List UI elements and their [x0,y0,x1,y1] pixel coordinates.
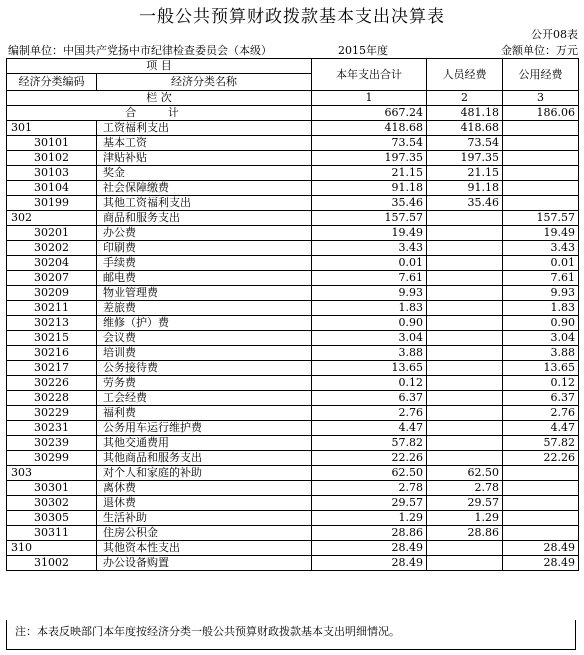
amount-total: 19.49 [312,226,427,241]
table-row [7,376,579,391]
amount-personnel: 28.86 [427,526,503,541]
amount-public [503,496,579,511]
econ-name: 基本工资 [97,136,312,151]
amount-public [503,511,579,526]
code-col-header: 经济分类编码 [7,74,97,91]
amount-public: 22.26 [503,451,579,466]
econ-name: 印刷费 [97,241,312,256]
econ-code: 30213 [7,316,97,331]
amount-total: 13.65 [312,361,427,376]
amount-personnel [427,331,503,346]
econ-code: 30202 [7,241,97,256]
amount-personnel [427,271,503,286]
econ-name: 公务用车运行维护费 [97,421,312,436]
econ-name: 对个人和家庭的补助 [97,466,312,481]
amount-personnel [427,436,503,451]
econ-code: 310 [7,541,97,556]
name-col-header: 经济分类名称 [97,74,312,91]
public-col-header: 公用经费 [503,59,579,91]
amount-public: 28.49 [503,556,579,571]
econ-code: 303 [7,466,97,481]
econ-name: 其他工资福利支出 [97,196,312,211]
form-code: 公开08表 [531,28,578,41]
amount-public: 1.83 [503,301,579,316]
report-title: 一般公共预算财政拨款基本支出决算表 [139,7,445,27]
col-index-label: 栏 次 [7,91,312,106]
amount-total: 9.93 [312,286,427,301]
table-row [7,331,579,346]
amount-total: 91.18 [312,181,427,196]
amount-personnel [427,451,503,466]
econ-name: 培训费 [97,346,312,361]
item-header: 项 目 [7,59,312,74]
amount-personnel [427,301,503,316]
amount-personnel [427,316,503,331]
amount-public: 28.49 [503,541,579,556]
amount-total: 6.37 [312,391,427,406]
table-section-row [7,121,579,136]
econ-code: 30104 [7,181,97,196]
table-section-row [7,541,579,556]
amount-total: 3.88 [312,346,427,361]
col-number: 1 [312,91,427,106]
compiler-unit: 编制单位：中国共产党扬中市纪律检查委员会（本级） [8,44,272,57]
amount-total: 22.26 [312,451,427,466]
econ-code: 30215 [7,331,97,346]
econ-code: 30199 [7,196,97,211]
col-number: 2 [427,91,503,106]
table-row [7,301,579,316]
econ-code: 30204 [7,256,97,271]
amount-public: 2.76 [503,406,579,421]
amount-public: 19.49 [503,226,579,241]
econ-name: 会议费 [97,331,312,346]
econ-name: 办公费 [97,226,312,241]
table-row [7,346,579,361]
amount-public [503,166,579,181]
table-row [7,451,579,466]
amount-public: 0.90 [503,316,579,331]
amount-total: 28.49 [312,556,427,571]
econ-name: 其他交通费用 [97,436,312,451]
table-row [7,286,579,301]
table-row [7,241,579,256]
report-meta [6,42,578,56]
table-row [7,316,579,331]
amount-public [503,466,579,481]
amount-total: 57.82 [312,436,427,451]
amount-personnel [427,226,503,241]
econ-code: 30305 [7,511,97,526]
amount-personnel: 29.57 [427,496,503,511]
econ-code: 30302 [7,496,97,511]
amount-public [503,526,579,541]
amount-total: 28.86 [312,526,427,541]
econ-code: 30207 [7,271,97,286]
amount-public: 157.57 [503,211,579,226]
econ-name: 其他商品和服务支出 [97,451,312,466]
econ-name: 工会经费 [97,391,312,406]
table-row [7,556,579,571]
amount-public [503,181,579,196]
econ-name: 办公设备购置 [97,556,312,571]
econ-name: 奖金 [97,166,312,181]
amount-total: 73.54 [312,136,427,151]
amount-total: 62.50 [312,466,427,481]
total-amount: 667.24 [312,106,427,121]
amount-public: 6.37 [503,391,579,406]
total-col-header: 本年支出合计 [312,59,427,91]
econ-code: 30301 [7,481,97,496]
amount-total: 28.49 [312,541,427,556]
amount-public: 0.01 [503,256,579,271]
amount-unit: 金额单位：万元 [501,44,578,57]
table-row [7,526,579,541]
econ-code: 30103 [7,166,97,181]
econ-code: 30228 [7,391,97,406]
amount-total: 197.35 [312,151,427,166]
table-row [7,136,579,151]
econ-name: 退休费 [97,496,312,511]
amount-personnel: 91.18 [427,181,503,196]
table-row [7,391,579,406]
total-label: 合 计 [7,106,312,121]
amount-public: 7.61 [503,271,579,286]
econ-code: 30239 [7,436,97,451]
econ-name: 社会保障缴费 [97,181,312,196]
amount-public [503,136,579,151]
econ-name: 其他资本性支出 [97,541,312,556]
econ-name: 手续费 [97,256,312,271]
amount-personnel [427,556,503,571]
econ-name: 工资福利支出 [97,121,312,136]
econ-code: 31002 [7,556,97,571]
amount-total: 418.68 [312,121,427,136]
amount-personnel: 418.68 [427,121,503,136]
table-row [7,256,579,271]
table-row [7,151,579,166]
table-section-row [7,211,579,226]
table-row [7,511,579,526]
amount-personnel [427,391,503,406]
amount-public [503,121,579,136]
table-row [7,496,579,511]
econ-name: 福利费 [97,406,312,421]
amount-total: 157.57 [312,211,427,226]
amount-personnel [427,241,503,256]
amount-total: 0.01 [312,256,427,271]
amount-public: 57.82 [503,436,579,451]
econ-code: 30231 [7,421,97,436]
econ-code: 30216 [7,346,97,361]
amount-personnel: 1.29 [427,511,503,526]
amount-public: 4.47 [503,421,579,436]
expenditure-table [6,58,579,571]
amount-total: 4.47 [312,421,427,436]
amount-personnel [427,286,503,301]
amount-personnel [427,256,503,271]
amount-personnel [427,406,503,421]
amount-personnel [427,376,503,391]
amount-total: 29.57 [312,496,427,511]
econ-code: 30102 [7,151,97,166]
econ-name: 住房公积金 [97,526,312,541]
table-row [7,361,579,376]
amount-personnel: 197.35 [427,151,503,166]
econ-code: 30209 [7,286,97,301]
amount-total: 1.83 [312,301,427,316]
amount-personnel [427,361,503,376]
table-row [7,436,579,451]
amount-total: 3.43 [312,241,427,256]
amount-total: 1.29 [312,511,427,526]
amount-personnel: 35.46 [427,196,503,211]
econ-name: 津贴补贴 [97,151,312,166]
table-row [7,181,579,196]
report-year: 2015年度 [338,44,388,57]
table-row [7,271,579,286]
amount-personnel [427,421,503,436]
total-personnel: 481.18 [427,106,503,121]
econ-name: 维修（护）费 [97,316,312,331]
econ-code: 301 [7,121,97,136]
amount-public: 3.88 [503,346,579,361]
econ-code: 30101 [7,136,97,151]
amount-personnel: 73.54 [427,136,503,151]
econ-name: 公务接待费 [97,361,312,376]
amount-public: 13.65 [503,361,579,376]
amount-total: 3.04 [312,331,427,346]
econ-name: 劳务费 [97,376,312,391]
table-row [7,481,579,496]
econ-code: 30226 [7,376,97,391]
amount-total: 35.46 [312,196,427,211]
amount-public: 3.04 [503,331,579,346]
amount-personnel: 21.15 [427,166,503,181]
amount-personnel: 2.78 [427,481,503,496]
amount-public: 9.93 [503,286,579,301]
footnote: 注：本表反映部门本年度按经济分类一般公共预算财政拨款基本支出明细情况。 [6,620,576,650]
table-row [7,406,579,421]
amount-public [503,481,579,496]
econ-name: 邮电费 [97,271,312,286]
amount-total: 7.61 [312,271,427,286]
amount-total: 2.78 [312,481,427,496]
econ-code: 30217 [7,361,97,376]
amount-personnel [427,541,503,556]
econ-code: 302 [7,211,97,226]
amount-total: 21.15 [312,166,427,181]
total-public: 186.06 [503,106,579,121]
econ-name: 生活补助 [97,511,312,526]
econ-name: 商品和服务支出 [97,211,312,226]
econ-code: 30211 [7,301,97,316]
amount-personnel: 62.50 [427,466,503,481]
amount-public: 0.12 [503,376,579,391]
amount-public [503,196,579,211]
econ-code: 30229 [7,406,97,421]
econ-name: 离休费 [97,481,312,496]
amount-total: 0.12 [312,376,427,391]
amount-total: 0.90 [312,316,427,331]
table-row [7,166,579,181]
econ-code: 30201 [7,226,97,241]
col-number: 3 [503,91,579,106]
table-section-row [7,466,579,481]
table-row [7,226,579,241]
table-row [7,421,579,436]
econ-code: 30299 [7,451,97,466]
amount-total: 2.76 [312,406,427,421]
amount-public [503,151,579,166]
amount-public: 3.43 [503,241,579,256]
econ-code: 30311 [7,526,97,541]
table-row [7,196,579,211]
personnel-col-header: 人员经费 [427,59,503,91]
amount-personnel [427,211,503,226]
amount-personnel [427,346,503,361]
econ-name: 物业管理费 [97,286,312,301]
econ-name: 差旅费 [97,301,312,316]
